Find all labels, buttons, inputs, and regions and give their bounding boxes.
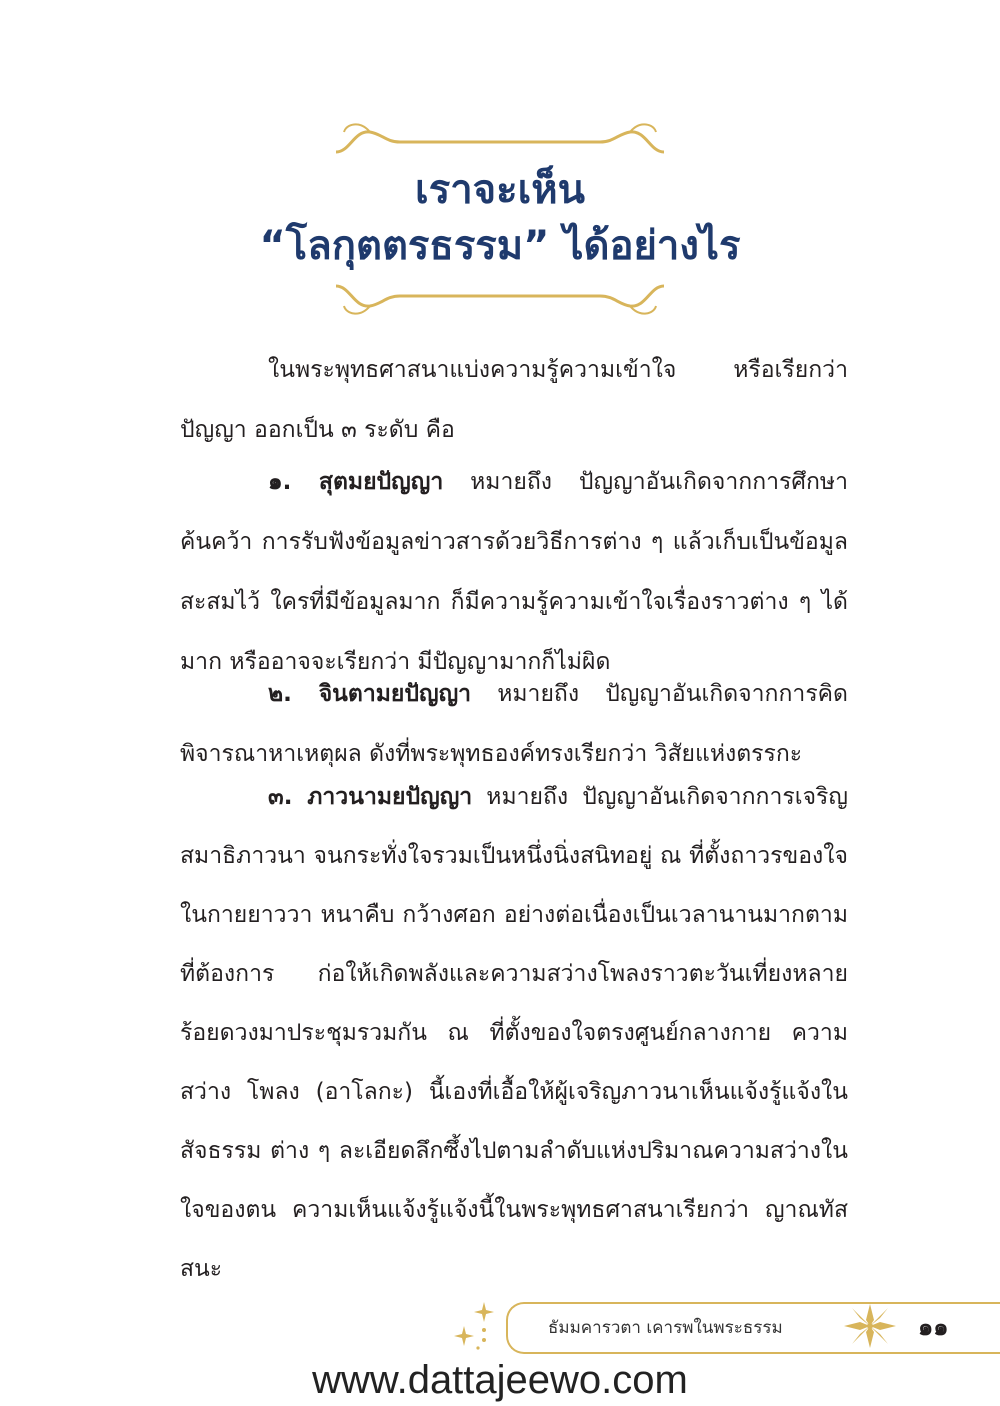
paragraph-item-3 [180,768,848,1299]
chapter-title-line-2: “โลกุตตรธรรม” ได้อย่างไร [259,223,741,269]
intro-paragraph: ในพระพุทธศาสนาแบ่งความรู้ความเข้าใจ หรือเรียกว่า ปัญญา ออกเป็น ๓ ระดับ คือ [180,357,848,443]
item-3-text: หมายถึง ปัญญาอันเกิดจากการเจริญ สมาธิภาวนา จนกระทั่งใจรวมเป็นหนึ่งนิ่งสนิทอยู่ ณ ที่ตั้งถาวรของใจ ในกายยาววา หนาคืบ กว้างศอก อย่างต่อเนื่องเป็นเวลานานมากตาม ที่ต้องการ ก่อให้เกิดพลังและความสว่างโพลงราวตะวันเที่ยงหลาย ร้อยดวงมาประชุมรวมกัน ณ ที่ตั้งของใจตรงศูนย์กลางกาย ความสว่าง โพลง (อาโลกะ) นี้เองที่เอื้อให้ผู้เจริญภาวนาเห็นแจ้งรู้แจ้งในสัจธรรม ต่าง ๆ ละเอียดลึกซึ้งไปตามลำดับแห่งปริมาณความสว่างในใจของตน ความเห็นแจ้งรู้แจ้งนี้ในพระพุทธศาสนาเรียกว่า ญาณทัสสนะ [180,784,849,1282]
item-2-text: หมายถึง ปัญญาอันเกิดจากการคิด พิจารณาหาเหตุผล ดังที่พระพุทธองค์ทรงเรียกว่า วิสัยแห่งตรรกะ [180,681,848,767]
title-frame-top-ornament [330,118,670,158]
item-3-term: ๓. ภาวนามยปัญญา [268,784,473,810]
paragraph-item-2 [180,664,848,784]
item-1-text: หมายถึง ปัญญาอันเกิดจากการศึกษา ค้นคว้า การรับฟังข้อมูลข่าวสารด้วยวิธีการต่าง ๆ แล้วเก็บเป็นข้อมูล สะสมไว้ ใครที่มีข้อมูลมาก ก็มีความรู้ความเข้าใจเรื่องราวต่าง ๆ ได้มาก หรืออาจจะเรียกว่า มีปัญญามากก็ไม่ผิด [180,469,848,675]
page-number: ๑๑ [918,1313,949,1341]
item-2-term: ๒. จินตามยปัญญา [268,681,472,707]
website-url: www.dattajeewo.com [312,1358,688,1402]
floral-ornament-icon [840,1300,900,1352]
sparkle-ornament-icon [448,1300,504,1356]
paragraph-item-1 [180,452,848,692]
chapter-title-line-1: เราจะเห็น [415,167,585,213]
title-frame-bottom-ornament [330,280,670,320]
item-1-term: ๑. สุตมยปัญญา [268,469,444,495]
footer-book-title: ธัมมคารวตา เคารพในพระธรรม [548,1318,783,1338]
